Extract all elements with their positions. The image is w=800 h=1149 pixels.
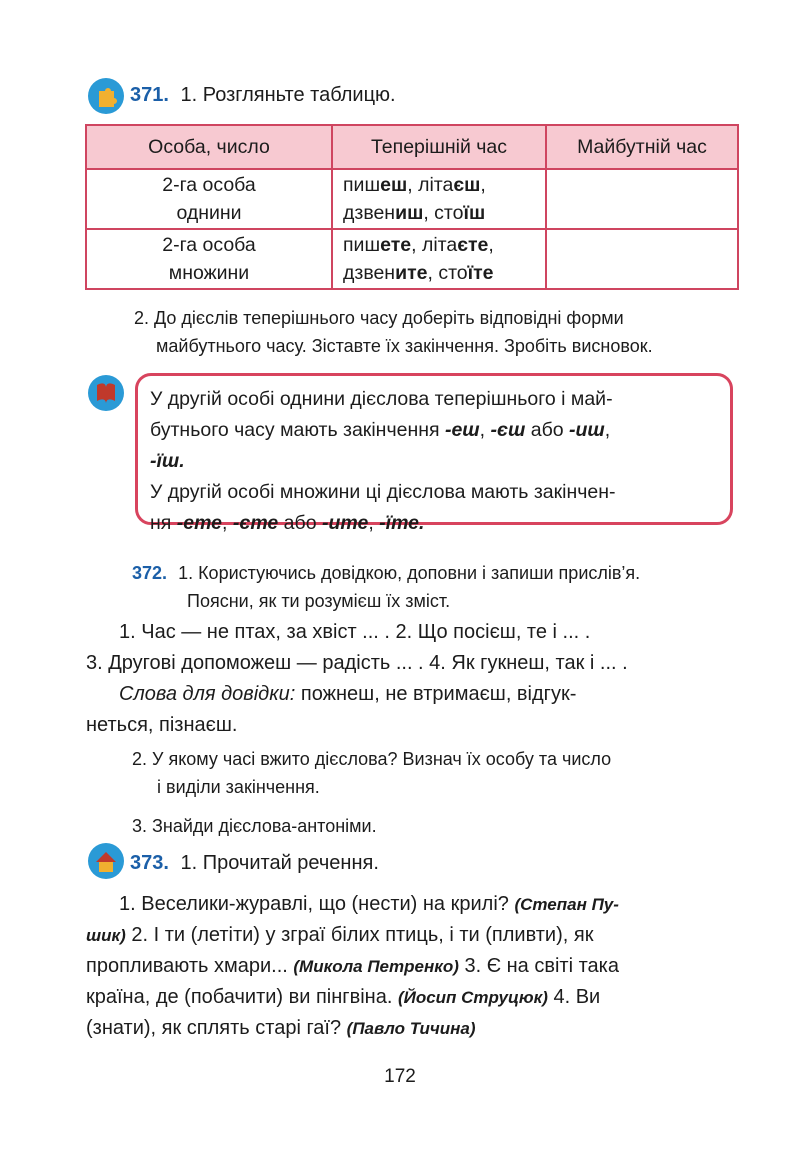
table-header-present: Теперішній час [332,125,546,169]
table-cell-present: пишете, літаєте, дзвените, стоїте [332,229,546,289]
table-header-row [86,125,738,169]
table-row [86,229,738,289]
ex373-number: 373. [130,852,169,874]
ex372-proverbs: 1. Час — не птах, за хвіст ... . 2. Що посієш, те і ... . 3. Другові допоможеш — радість ... . 4. Як гукнеш, так і ... . Слова для довідки: пожнеш, не втримаєш, відгук- неться, пізнаєш. [86,621,628,736]
table-cell-present: пишеш, літаєш, дзвениш, стоїш [332,169,546,229]
puzzle-icon [88,78,124,114]
conjugation-table [85,124,739,290]
ex372-task3: 3. Знайди дієслова-антоніми. [132,816,377,836]
table-cell-future [546,229,738,289]
ex373-sentences: 1. Веселики-журавлі, що (нести) на крилі? (Степан Пу- шик) 2. І ти (летіти) у зграї білих птиць, і ти (пливти), як пропливають хмари... (Микола Петренко) 3. Є на світі така країна, де (побачити) ви пінгвіна. (Йосип Струцюк) 4. Ви (знати), як сплять старі гаї? (Павло Тичина) [86,893,619,1039]
ex372-number: 372. [132,563,168,583]
table-cell-person: 2-га особа однини [86,169,332,229]
house-icon [88,843,124,879]
table-cell-future [546,169,738,229]
ex371-task1: 1. Розгляньте таблицю. [180,84,396,106]
book-icon [88,375,124,411]
ex373-heading: 373. 1. Прочитай речення. [130,852,379,874]
reference-label: Слова для довідки: [119,683,296,705]
table-header-future: Майбутній час [546,125,738,169]
ex371-heading [130,80,396,111]
table-header-person: Особа, число [86,125,332,169]
ex372-heading: 372. 1. Користуючись довідкою, доповни і запиши прислів’я. Поясни, як ти розумієш їх зміст. [132,563,641,611]
ex372-task2: 2. У якому часі вжито дієслова? Визнач їх особу та число і виділи закінчення. [132,749,612,797]
table-row [86,169,738,229]
rule-box: У другій особі однини дієслова теперішнього і май- бутнього часу мають закінчення -еш, -єш або -иш, -їш. У другій особі множини ці дієслова мають закінчен- ня -ете, -єте або -ите, -їте. [135,373,733,525]
page-number: 172 [384,1066,416,1087]
ex371-number: 371. [130,84,169,106]
ex371-task2: 2. До дієслів теперішнього часу доберіть відповідні форми майбутнього часу. Зіставте їх закінчення. Зробіть висновок. [134,308,653,356]
table-cell-person: 2-га особа множини [86,229,332,289]
